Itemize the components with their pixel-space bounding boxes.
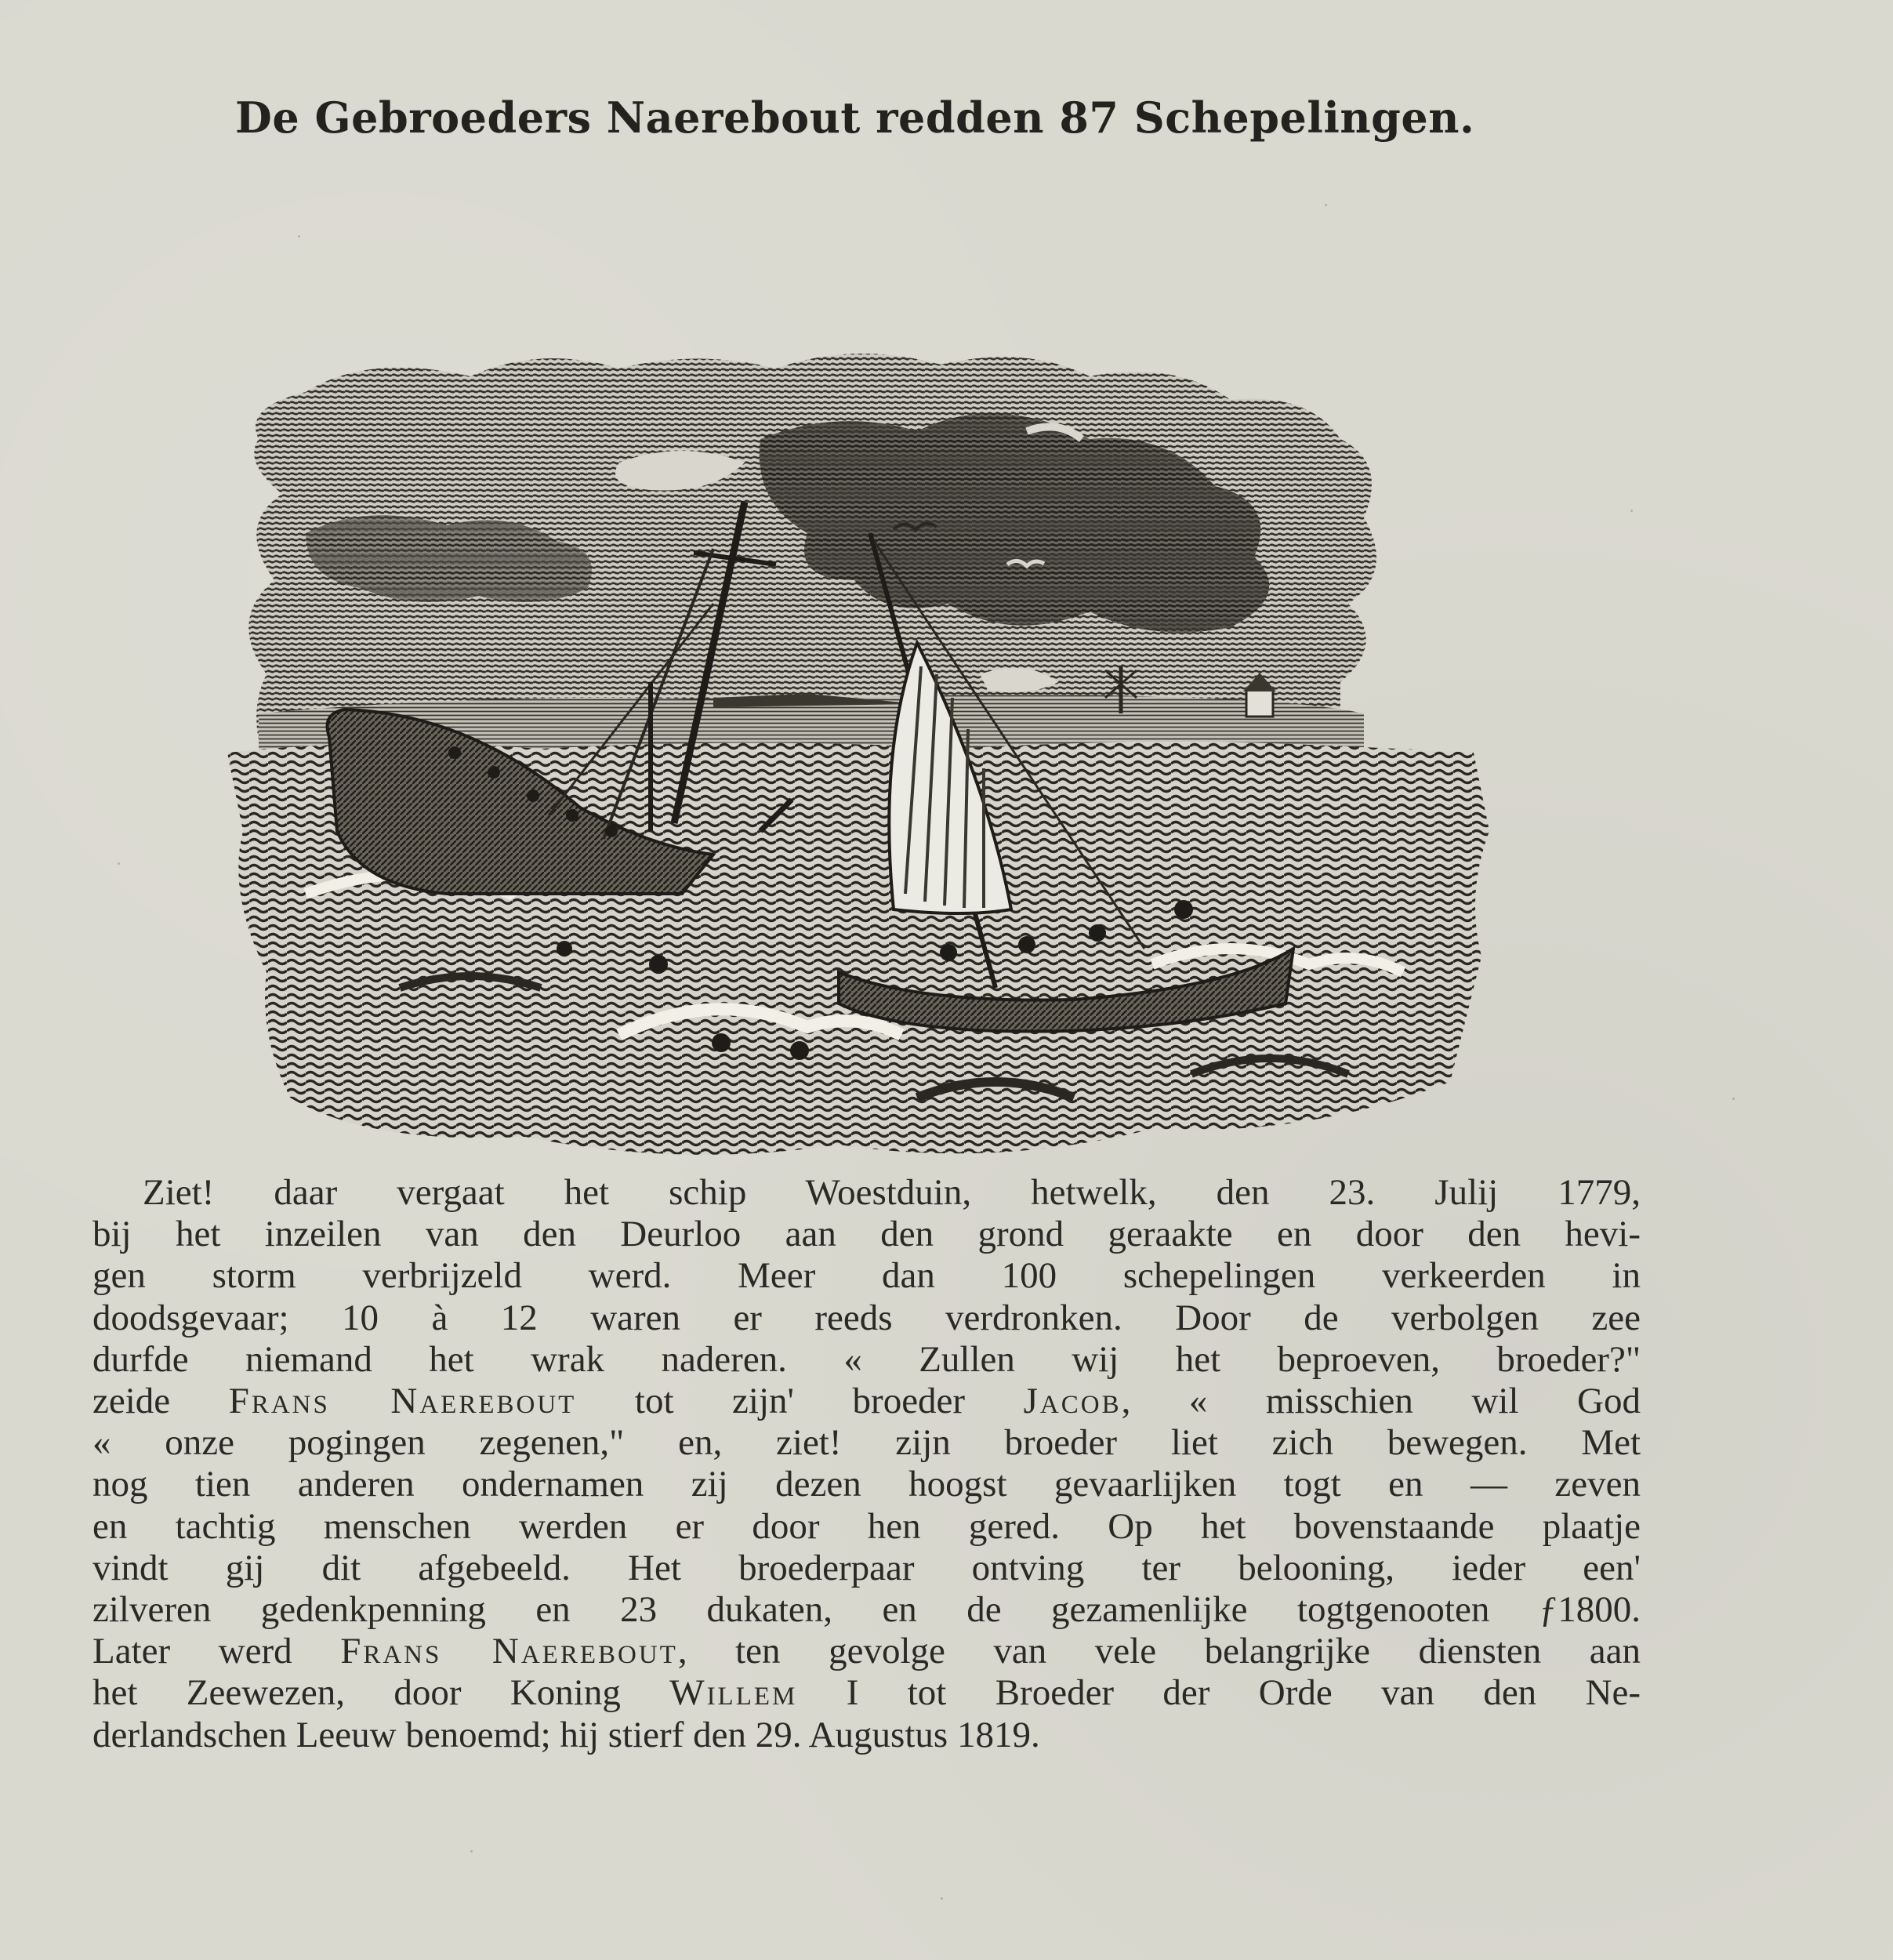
text-line: doodsgevaar; 10 à 12 waren er reeds verdronken. Door de verbolgen zee bbox=[92, 1297, 1641, 1338]
text-line: gen storm verbrijzeld werd. Meer dan 100 schepelingen verkeerden in bbox=[92, 1255, 1641, 1297]
text-line: nog tien anderen ondernamen zij dezen hoogst gevaarlijken togt en — zeven bbox=[92, 1464, 1641, 1505]
text-line: en tachtig menschen werden er door hen gered. Op het bovenstaande plaatje bbox=[92, 1505, 1641, 1547]
text-line: durfde niemand het wrak naderen. « Zullen wij het beproeven, broeder?" bbox=[92, 1338, 1641, 1380]
paper-speck bbox=[1630, 510, 1633, 512]
text-line: derlandschen Leeuw benoemd; hij stierf den 29. Augustus 1819. bbox=[92, 1714, 1040, 1755]
paper-speck bbox=[1732, 1098, 1735, 1100]
text-line: Later werd Frans Naerebout, ten gevolge van vele belangrijke diensten aan bbox=[92, 1631, 1641, 1672]
narrative-text bbox=[92, 1172, 1641, 1756]
paper-speck bbox=[1325, 204, 1327, 206]
paper-speck bbox=[941, 1897, 943, 1900]
paper-speck bbox=[470, 1850, 473, 1853]
text-line: « onze pogingen zegenen," en, ziet! zijn broeder liet zich bewegen. Met bbox=[92, 1422, 1641, 1464]
shipwreck-engraving bbox=[212, 345, 1497, 1176]
text-line: zeide Frans Naerebout tot zijn' broeder Jacob, « misschien wil God bbox=[92, 1381, 1641, 1422]
text-line: zilveren gedenkpenning en 23 dukaten, en de gezamenlijke togtgenooten ƒ1800. bbox=[92, 1589, 1641, 1631]
text-line: Ziet! daar vergaat het schip Woestduin, hetwelk, den 23. Julij 1779, bbox=[143, 1172, 1641, 1213]
paper-speck bbox=[298, 235, 300, 238]
page-title: De Gebroeders Naerebout redden 87 Schepelingen. bbox=[235, 93, 1475, 143]
paper-speck bbox=[118, 862, 120, 865]
text-line: bij het inzeilen van den Deurloo aan den grond geraakte en door den hevi- bbox=[92, 1214, 1641, 1255]
text-line: vindt gij dit afgebeeld. Het broederpaar ontving ter belooning, ieder een' bbox=[92, 1547, 1641, 1588]
text-line: het Zeewezen, door Koning Willem I tot Broeder der Orde van den Ne- bbox=[92, 1672, 1641, 1714]
